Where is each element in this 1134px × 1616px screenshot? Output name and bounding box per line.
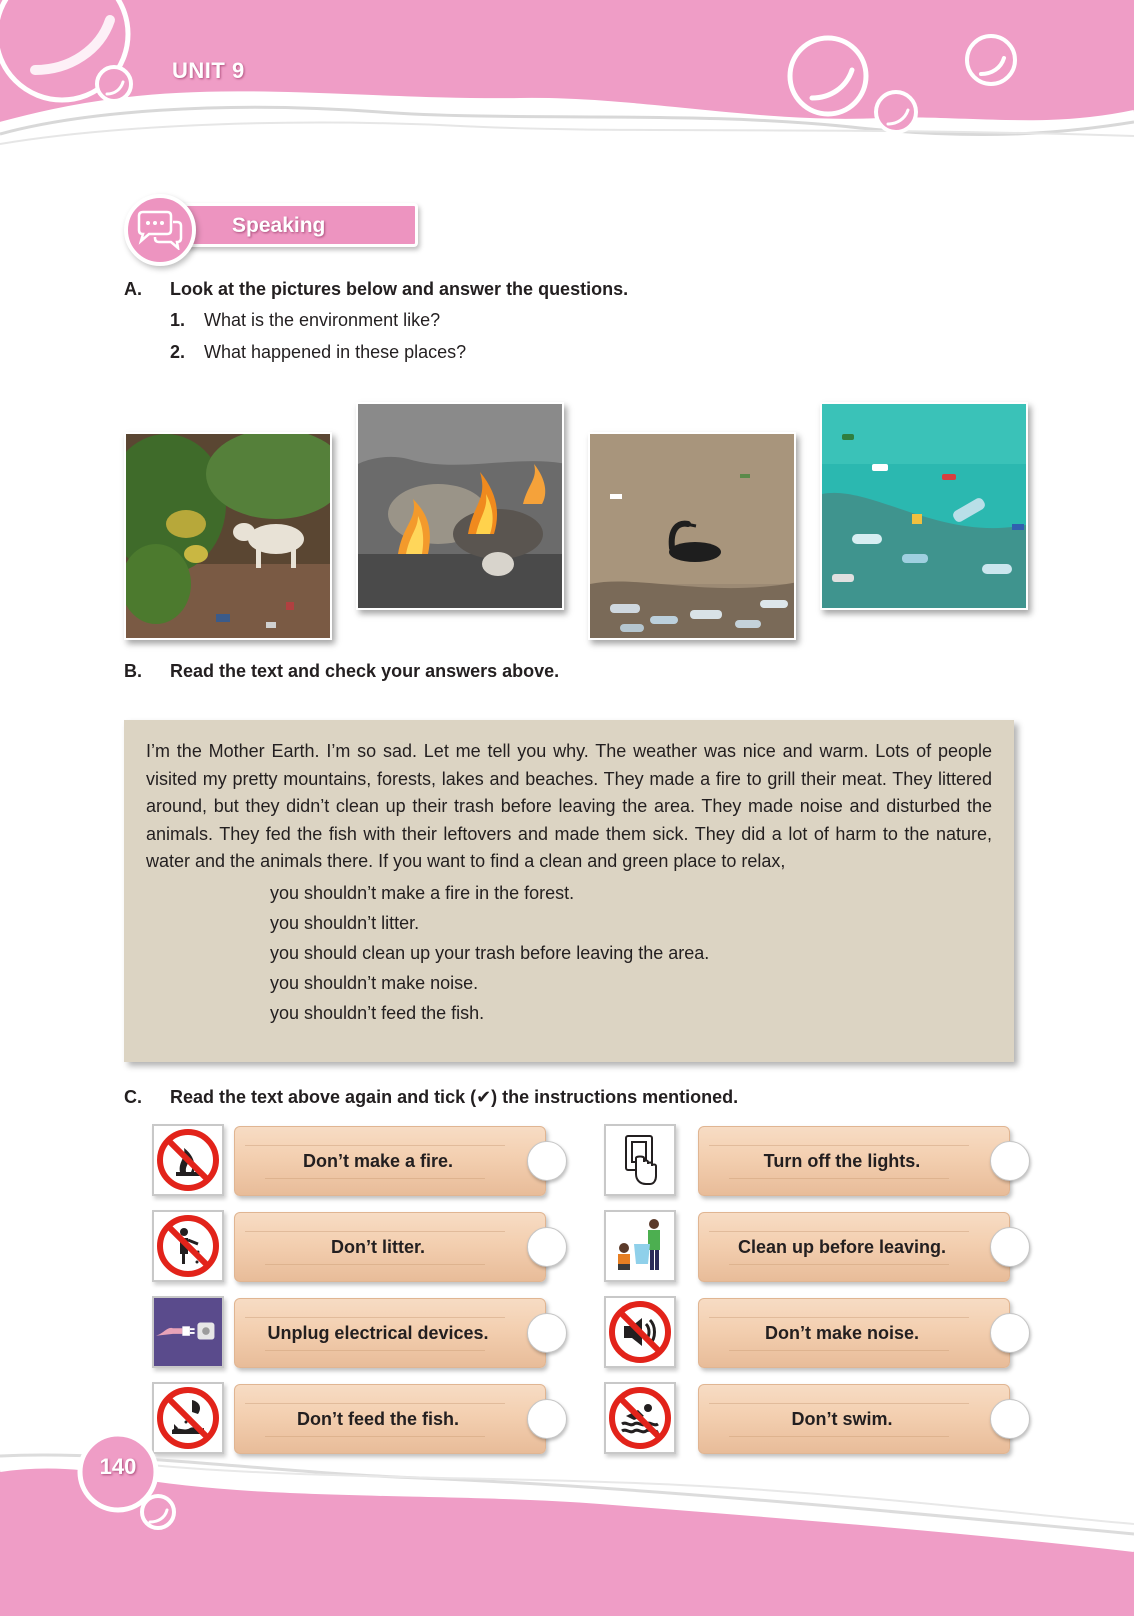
photo-plastic-ocean	[820, 402, 1028, 610]
instruction-label: Don’t make noise.	[764, 1322, 920, 1343]
question-2-number: 2.	[170, 342, 186, 362]
advice-list	[270, 878, 992, 1028]
tick-box-dont-make-fire[interactable]	[527, 1141, 567, 1181]
speaking-icon-circle	[124, 194, 196, 266]
instruction-turn-off-lights	[698, 1126, 1010, 1196]
instruction-dont-litter	[234, 1212, 546, 1282]
instruction-label: Don’t make a fire.	[302, 1150, 454, 1171]
footer-wave-graphic	[0, 1420, 1134, 1616]
photo-burning-trash	[356, 402, 564, 610]
speaking-label: Speaking	[232, 214, 326, 237]
instruction-label: Unplug electrical devices.	[267, 1322, 489, 1343]
instruction-clean-up	[698, 1212, 1010, 1282]
question-2-text: What happened in these places?	[204, 342, 467, 362]
no-noise-icon	[604, 1296, 676, 1368]
question-1-number: 1.	[170, 310, 186, 330]
section-b-title: Read the text and check your answers above.	[170, 661, 560, 681]
page-footer	[0, 1420, 1134, 1616]
section-a-title: Look at the pictures below and answer the questions.	[170, 279, 629, 299]
instruction-label: Turn off the lights.	[763, 1150, 921, 1171]
no-littering-icon	[152, 1210, 224, 1282]
photo-littered-forest-with-dog	[124, 432, 332, 640]
section-a-letter: A.	[124, 279, 142, 299]
page-header	[0, 0, 1134, 150]
instruction-label: Don’t swim.	[791, 1408, 893, 1429]
advice-item: you shouldn’t make noise.	[270, 972, 479, 993]
instruction-label: Clean up before leaving.	[737, 1236, 947, 1257]
advice-item: you shouldn’t feed the fish.	[270, 1002, 485, 1023]
light-switch-icon	[604, 1124, 676, 1196]
tick-box-unplug-devices[interactable]	[527, 1313, 567, 1353]
photo-bird-polluted-water	[588, 432, 796, 640]
unit-label: UNIT 9	[172, 58, 245, 83]
tick-box-dont-make-noise[interactable]	[990, 1313, 1030, 1353]
section-c-letter: C.	[124, 1087, 142, 1107]
advice-item: you shouldn’t litter.	[270, 912, 420, 933]
tick-box-dont-litter[interactable]	[527, 1227, 567, 1267]
tick-box-clean-up[interactable]	[990, 1227, 1030, 1267]
reading-paragraph: I’m the Mother Earth. I’m so sad. Let me tell you why. The weather was nice and warm. Lots of people visited my pretty mountains, forests, lakes and beaches. They made a fire to grill their meat. They littered around, but they didn’t clean up their trash before leaving the area. They made noise and disturbed the animals. They fed the fish with their leftovers and made them sick. They did a lot of harm to the nature, water and the animals there. If you want to find a clean and green place to relax,	[146, 741, 992, 871]
no-fire-icon	[152, 1124, 224, 1196]
instruction-label: Don’t feed the fish.	[297, 1408, 459, 1429]
page-number: 140	[99, 1454, 137, 1479]
speaking-badge	[124, 194, 424, 258]
unplug-icon	[152, 1296, 224, 1368]
clean-up-icon	[604, 1210, 676, 1282]
instruction-unplug-devices	[234, 1298, 546, 1368]
instruction-label: Don’t litter.	[331, 1236, 425, 1257]
instruction-dont-make-noise	[698, 1298, 1010, 1368]
header-wave-graphic	[0, 0, 1134, 150]
advice-item: you should clean up your trash before leaving the area.	[270, 942, 710, 963]
advice-item: you shouldn’t make a fire in the forest.	[270, 882, 575, 903]
question-1-text: What is the environment like?	[204, 310, 441, 330]
reading-text-box	[124, 720, 1014, 1062]
section-c-title: Read the text above again and tick (✔) the instructions mentioned.	[170, 1087, 739, 1107]
tick-box-turn-off-lights[interactable]	[990, 1141, 1030, 1181]
instruction-dont-make-fire	[234, 1126, 546, 1196]
speech-bubbles-icon	[135, 210, 185, 250]
section-b-letter: B.	[124, 661, 142, 681]
